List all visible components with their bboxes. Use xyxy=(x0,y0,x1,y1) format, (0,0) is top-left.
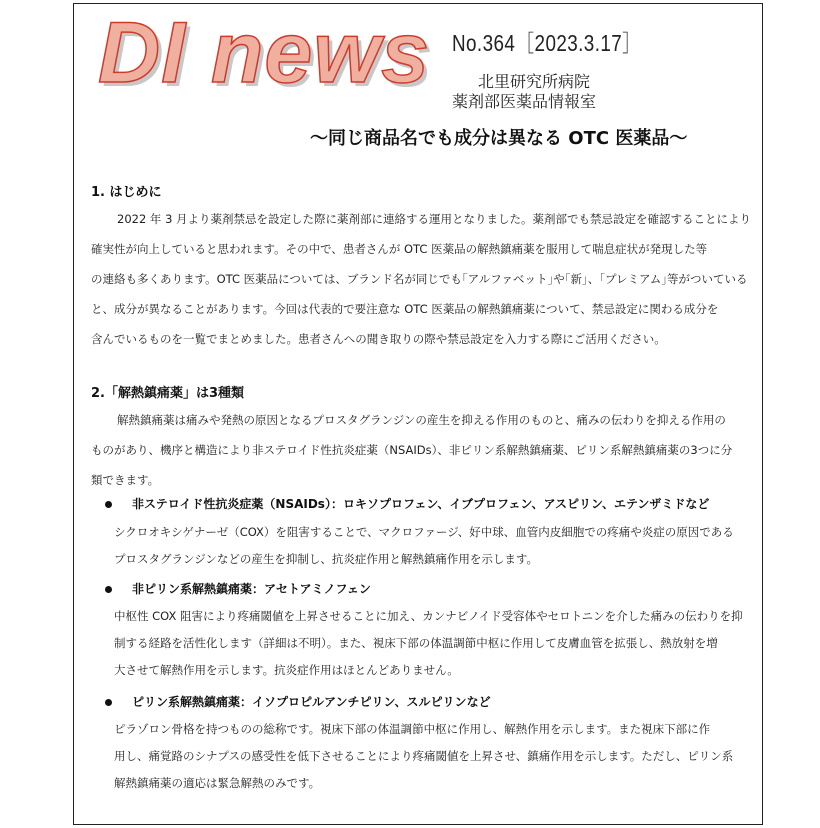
section2-heading: 2.「解熱鎮痛薬」は3種類 xyxy=(91,386,245,401)
section2-line: 類できます。 xyxy=(91,473,160,487)
bullet-dot-icon xyxy=(105,586,112,593)
bullet-pyrine xyxy=(105,693,491,710)
bullet-title: 非ピリン系解熱鎮痛薬：アセトアミノフェン xyxy=(132,582,371,596)
section1-line: 含んでいるものを一覧でまとめました。患者さんへの聞き取りの際や禁忌設定を入力する際にご活用ください。 xyxy=(91,332,666,346)
hospital-name: 北里研究所病院 xyxy=(478,72,591,91)
section1-body xyxy=(91,204,752,354)
bullet-title: 非ステロイド性抗炎症薬（NSAIDs）：ロキソプロフェン、イブプロフェン、アスピリン、エテンザミドなど xyxy=(132,497,710,511)
description-line: 大させて解熱作用を示します。抗炎症作用はほとんどありません。 xyxy=(114,663,459,677)
non-pyrine-description xyxy=(114,603,743,684)
newsletter-logo: DI news xyxy=(98,5,430,101)
bullet-dot-icon xyxy=(105,699,112,706)
bullet-dot-icon xyxy=(105,501,112,508)
description-line: 制する経路を活性化します（詳細は不明）。また、視床下部の体温調節中枢に作用して皮膚血管を拡張し、熱放射を増 xyxy=(114,636,718,650)
description-line: シクロオキシゲナーゼ（COX）を阻害することで、マクロファージ、好中球、血管内皮細胞での疼痛や炎症の原因である xyxy=(114,525,734,539)
bullet-title: ピリン系解熱鎮痛薬：イソプロピルアンチピリン、スルピリンなど xyxy=(132,695,491,709)
description-line: 中枢性 COX 阻害により疼痛閾値を上昇させることに加え、カンナビノイド受容体やセロトニンを介した痛みの伝わりを抑 xyxy=(114,609,743,623)
article-subtitle: ～同じ商品名でも成分は異なる OTC 医薬品～ xyxy=(310,128,688,149)
issue-number: No.364［2023.3.17］ xyxy=(452,30,642,56)
section2-line: ものがあり、機序と構造により非ステロイド性抗炎症薬（NSAIDs）、非ピリン系解熱鎮痛薬、ピリン系解熱鎮痛薬の3つに分 xyxy=(91,443,733,457)
description-line: プロスタグランジンなどの産生を抑制し、抗炎症作用と解熱鎮痛作用を示します。 xyxy=(114,552,539,566)
description-line: 用し、痛覚路のシナプスの感受性を低下させることにより疼痛閾値を上昇させ、鎮痛作用を示します。ただし、ピリン系 xyxy=(114,749,734,763)
section1-line: 2022 年 3 月より薬剤禁忌を設定した際に薬剤部に連絡する運用となりました。薬剤部でも禁忌設定を確認することにより xyxy=(117,212,752,226)
section2-line: 解熱鎮痛薬は痛みや発熱の原因となるプロスタグランジンの産生を抑える作用のものと、痛みの伝わりを抑える作用の xyxy=(117,413,726,427)
nsaids-description xyxy=(114,519,734,573)
section1-line: と、成分が異なることがあります。今回は代表的で要注意な OTC 医薬品の解熱鎮痛薬について、禁忌設定に関わる成分を xyxy=(91,302,719,316)
section1-line: 確実性が向上していると思われます。その中で、患者さんが OTC 医薬品の解熱鎮痛薬を服用して喘息症状が発現した等 xyxy=(91,242,708,256)
pyrine-description xyxy=(114,716,733,797)
section1-line: の連絡も多くあります。OTC 医薬品については、ブランド名が同じでも｢アルファベット｣や｢新｣、｢プレミアム｣等がついている xyxy=(91,272,748,286)
department-name: 薬剤部医薬品情報室 xyxy=(452,92,597,111)
bullet-nsaids xyxy=(105,495,709,512)
bullet-non-pyrine xyxy=(105,580,371,597)
description-line: 解熱鎮痛薬の適応は緊急解熱のみです。 xyxy=(114,776,321,790)
section1-heading: 1. はじめに xyxy=(91,185,162,200)
description-line: ピラゾロン骨格を持つものの総称です。視床下部の体温調節中枢に作用し、解熱作用を示します。また視床下部に作 xyxy=(114,722,711,736)
section2-body xyxy=(91,405,746,495)
organization xyxy=(452,72,596,112)
